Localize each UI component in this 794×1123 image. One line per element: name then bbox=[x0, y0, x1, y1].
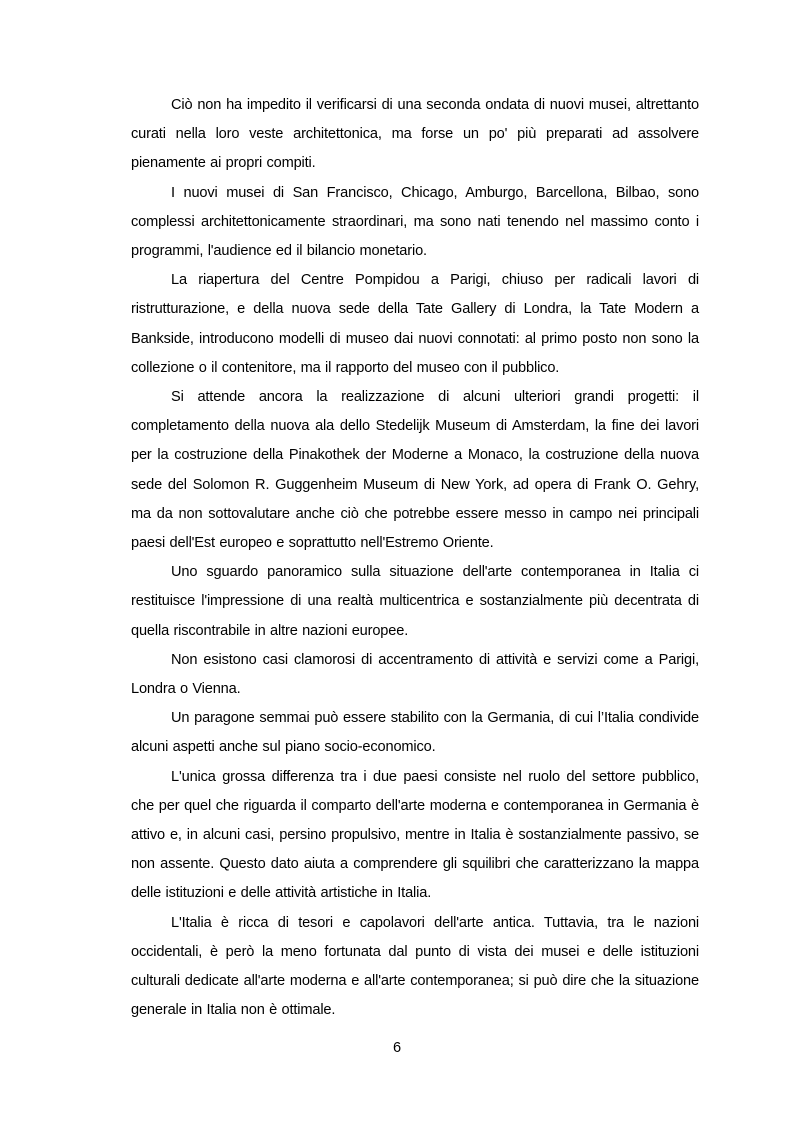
paragraph: La riapertura del Centre Pompidou a Parigi, chiuso per radicali lavori di ristrutturazione, e della nuova sede della Tate Gallery di Londra, la Tate Modern a Bankside, introducono modelli di museo dai nuovi connotati: al primo posto non sono la collezione o il contenitore, ma il rapporto del museo con il pubblico. bbox=[131, 272, 699, 376]
paragraph: Ciò non ha impedito il verificarsi di una seconda ondata di nuovi musei, altrettanto curati nella loro veste architettonica, ma forse un po' più preparati ad assolvere pienamente ai propri compiti. bbox=[131, 97, 699, 172]
paragraph: L'Italia è ricca di tesori e capolavori dell'arte antica. Tuttavia, tra le nazioni occidentali, è però la meno fortunata dal punto di vista dei musei e delle istituzioni culturali dedicate all'arte moderna e all'arte contemporanea; si può dire che la situazione generale in Italia non è ottimale. bbox=[131, 914, 699, 1019]
paragraph: Uno sguardo panoramico sulla situazione dell'arte contemporanea in Italia ci restituisce l'impressione di una realtà multicentrica e sostanzialmente più decentrata di quella riscontrabile in altre nazioni europee. bbox=[131, 564, 699, 639]
paragraph: Si attende ancora la realizzazione di alcuni ulteriori grandi progetti: il completamento della nuova ala dello Stedelijk Museum di Amsterdam, la fine dei lavori per la costruzione della Pinakothek der Moderne a Monaco, la costruzione della nuova sede del Solomon R. Guggenheim Museum di New York, ad opera di Frank O. Gehry, ma da non sottovalutare anche ciò che potrebbe essere messo in campo nei principali paesi dell'Est europeo e soprattutto nell'Estremo Oriente. bbox=[131, 389, 699, 552]
page-number: 6 bbox=[392, 1040, 402, 1056]
paragraph: Un paragone semmai può essere stabilito con la Germania, di cui l’Italia condivide alcuni aspetti anche sul piano socio-economico. bbox=[131, 710, 699, 756]
body-text bbox=[131, 91, 699, 1026]
paragraph: I nuovi musei di San Francisco, Chicago, Amburgo, Barcellona, Bilbao, sono complessi architettonicamente straordinari, ma sono nati tenendo nel massimo conto i programmi, l'audience ed il bilancio monetario. bbox=[131, 184, 699, 260]
paragraph: L'unica grossa differenza tra i due paesi consiste nel ruolo del settore pubblico, che per quel che riguarda il comparto dell'arte moderna e contemporanea in Germania è attivo e, in alcuni casi, persino propulsivo, mentre in Italia è sostanzialmente passivo, se non assente. Questo dato aiuta a comprendere gli squilibri che caratterizzano la mappa delle istituzioni e delle attività artistiche in Italia. bbox=[131, 768, 699, 902]
paragraph: Non esistono casi clamorosi di accentramento di attività e servizi come a Parigi, Londra o Vienna. bbox=[131, 651, 699, 698]
